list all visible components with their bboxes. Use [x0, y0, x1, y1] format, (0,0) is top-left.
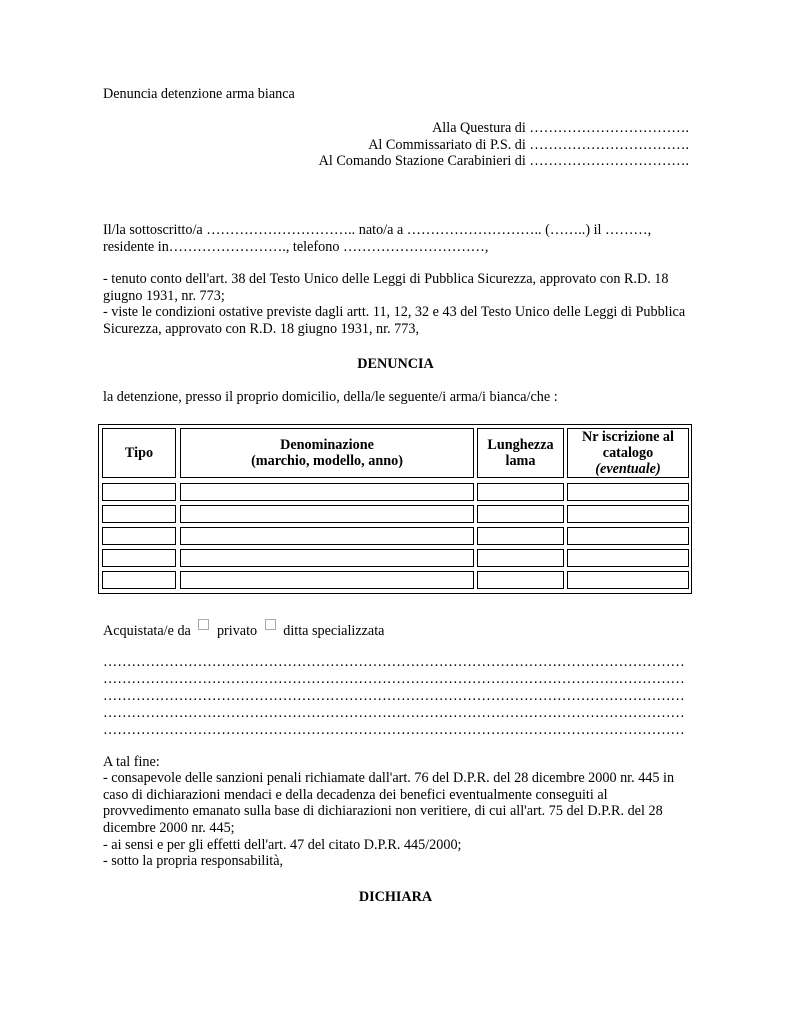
dotted-line[interactable]: ……………………………………………………………………………………………………………: [103, 671, 685, 687]
declaration-intro: A tal fine:: [103, 754, 160, 770]
addressee-carabinieri: Al Comando Stazione Carabinieri di …………………………….: [318, 153, 689, 169]
cell-tipo[interactable]: [102, 483, 176, 501]
cell-lunghezza[interactable]: [477, 483, 564, 501]
document-title: Denuncia detenzione arma bianca: [103, 86, 295, 102]
header-denominazione-sub: (marchio, modello, anno): [251, 453, 403, 469]
dotted-line[interactable]: ……………………………………………………………………………………………………………: [103, 654, 685, 670]
premise-1: - tenuto conto dell'art. 38 del Testo Unico delle Leggi di Pubblica Sicurezza, approvato con R.D. 18 giugno 1931, nr. 773;: [103, 271, 669, 304]
private-option-label: privato: [216, 623, 258, 639]
cell-denominazione[interactable]: [180, 483, 474, 501]
cell-lunghezza[interactable]: [477, 505, 564, 523]
header-tipo: [102, 428, 176, 478]
header-lunghezza-label: Lunghezza: [487, 437, 554, 453]
cell-denominazione[interactable]: [180, 527, 474, 545]
cell-denominazione[interactable]: [180, 505, 474, 523]
dotted-line[interactable]: ……………………………………………………………………………………………………………: [103, 722, 685, 738]
addressee-commissariato: Al Commissariato di P.S. di …………………………….: [368, 137, 689, 153]
cell-denominazione[interactable]: [180, 571, 474, 589]
cell-nr-iscrizione[interactable]: [567, 549, 689, 567]
dotted-line[interactable]: ……………………………………………………………………………………………………………: [103, 705, 685, 721]
header-lunghezza-sub: lama: [505, 453, 536, 469]
cell-denominazione[interactable]: [180, 549, 474, 567]
header-tipo-label: Tipo: [124, 445, 154, 461]
header-lunghezza: [477, 428, 564, 478]
heading-denuncia: DENUNCIA: [357, 356, 434, 372]
cell-nr-iscrizione[interactable]: [567, 571, 689, 589]
header-nr-sub: catalogo: [602, 445, 654, 461]
cell-tipo[interactable]: [102, 505, 176, 523]
declaration-item-2: - ai sensi e per gli effetti dell'art. 47 del citato D.P.R. 445/2000;: [103, 837, 462, 853]
intro-line-1: Il/la sottoscritto/a ………………………….. nato/a a ……………………….. (……..) il ………,: [103, 222, 652, 238]
header-nr-label: Nr iscrizione al: [582, 429, 674, 445]
detention-text: la detenzione, presso il proprio domicilio, della/le seguente/i arma/i bianca/che :: [103, 389, 558, 405]
cell-nr-iscrizione[interactable]: [567, 505, 689, 523]
dotted-line[interactable]: ……………………………………………………………………………………………………………: [103, 688, 685, 704]
private-checkbox[interactable]: [198, 619, 209, 630]
cell-nr-iscrizione[interactable]: [567, 527, 689, 545]
header-nr-iscrizione: [567, 428, 689, 478]
declaration-item-1: - consapevole delle sanzioni penali richiamate dall'art. 76 del D.P.R. del 28 dicembre 2000 nr. 445 in caso di dichiarazioni mendaci e della decadenza dei benefici eventualmente conseguiti al provvedimento emanato sulla base di dichiarazioni non veritiere, di cui all'art. 75 del D.P.R. del 28 dicembre 2000 nr. 445;: [103, 770, 675, 836]
heading-dichiara: DICHIARA: [358, 889, 433, 905]
cell-tipo[interactable]: [102, 571, 176, 589]
weapons-table: [98, 424, 692, 594]
addressee-questura: Alla Questura di …………………………….: [432, 120, 689, 136]
cell-lunghezza[interactable]: [477, 549, 564, 567]
cell-lunghezza[interactable]: [477, 571, 564, 589]
shop-option-label: ditta specializzata: [283, 623, 385, 639]
header-denominazione: [180, 428, 474, 478]
cell-lunghezza[interactable]: [477, 527, 564, 545]
shop-checkbox[interactable]: [265, 619, 276, 630]
purchase-label: Acquistata/e da: [103, 623, 191, 639]
cell-tipo[interactable]: [102, 527, 176, 545]
intro-line-2: residente in……………………., telefono …………………………,: [103, 239, 489, 255]
premise-2: - viste le condizioni ostative previste dagli artt. 11, 12, 32 e 43 del Testo Unico delle Leggi di Pubblica Sicurezza, approvato con R.D. 18 giugno 1931, nr. 773,: [103, 304, 686, 337]
header-nr-optional: (eventuale): [595, 461, 661, 477]
purchase-row: [103, 619, 384, 640]
declaration-item-3: - sotto la propria responsabilità,: [103, 853, 284, 869]
cell-tipo[interactable]: [102, 549, 176, 567]
cell-nr-iscrizione[interactable]: [567, 483, 689, 501]
header-denominazione-label: Denominazione: [280, 437, 374, 453]
